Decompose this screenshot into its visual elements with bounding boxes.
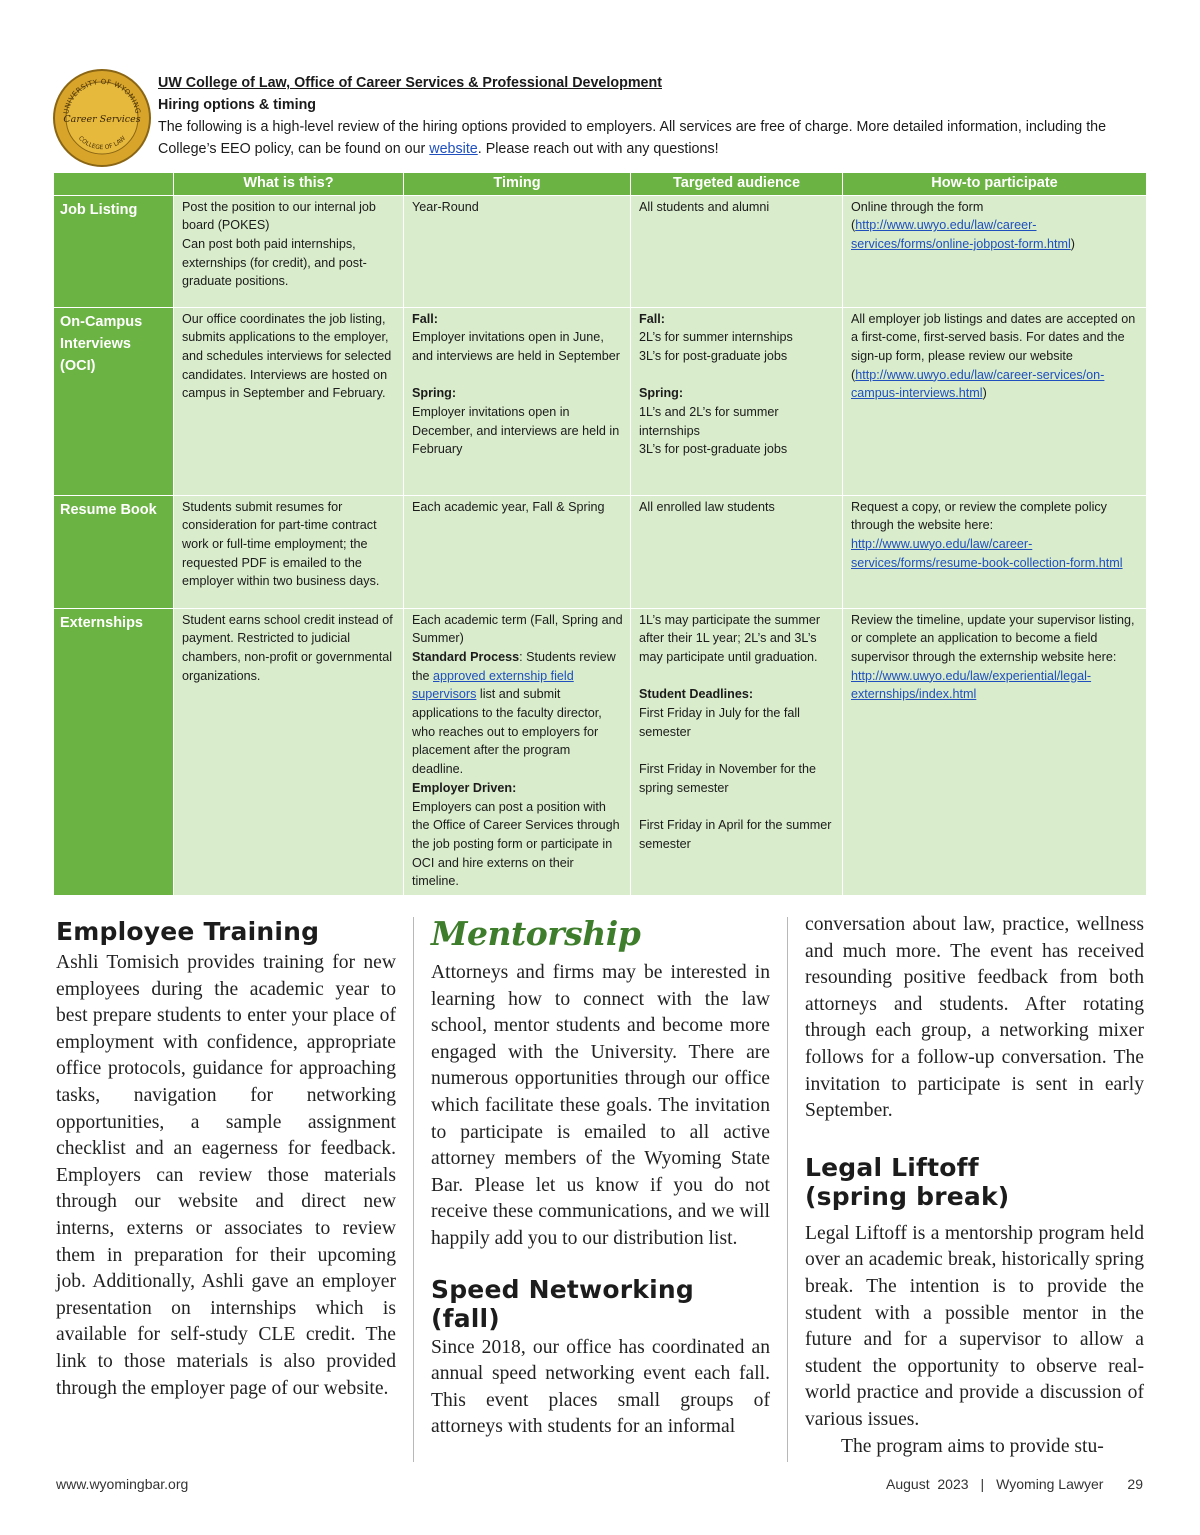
column-2 xyxy=(431,912,770,1441)
cell-oci-timing xyxy=(404,307,631,495)
document-header xyxy=(158,72,1148,160)
oci-website-link[interactable]: http://www.uwyo.edu/law/career-services/on-campus-interviews.html xyxy=(851,367,1105,401)
table-row-job-listing xyxy=(54,195,1147,307)
column-header-timing: Timing xyxy=(404,173,631,195)
oci-timing-spring: Employer invitations open in December, and interviews are held in February xyxy=(412,405,620,457)
footer-website: www.wyomingbar.org xyxy=(56,1476,189,1492)
ext-deadline-spring: First Friday in November for the spring semester xyxy=(639,762,817,795)
row-header-externships: Externships xyxy=(54,608,174,895)
ext-deadlines-label: Student Deadlines: xyxy=(639,687,754,702)
cell-oci-what: Our office coordinates the job listing, submits applications to the employer, and schedules interviews for selected candidates. Interviews are hosted on campus in September and February. xyxy=(174,307,404,495)
ext-employer-text: Employers can post a position with the Office of Career Services through the job posting form or participate in OCI and hire externs on their timeline. xyxy=(412,799,620,889)
description-text: The following is a high-level review of the hiring options provided to employers. All services are free of charge. More detailed information, including the College’s EEO policy, can be found on our xyxy=(158,119,1107,157)
ext-aud-eligibility: 1L’s may participate the summer after their 1L year; 2L’s and 3L’s may participate until graduation. xyxy=(639,612,821,664)
job-what-line-2: Can post both paid internships, externships (for credit), and post-graduate positions. xyxy=(182,236,367,289)
career-services-seal-logo xyxy=(52,68,152,168)
legal-liftoff-heading-line-1: Legal Liftoff xyxy=(805,1152,979,1182)
website-link[interactable]: website xyxy=(429,141,478,157)
svg-text:COLLEGE OF LAW: COLLEGE OF LAW xyxy=(77,134,128,152)
cell-oci-audience xyxy=(631,307,843,495)
ext-standard-process xyxy=(412,648,623,779)
column-divider-2 xyxy=(787,917,788,1462)
employee-training-body: Ashli Tomisich provides training for new employees during the academic year to best prepare students to enter your place of employment with confidence, appropriate office protocols, guidance for approaching tasks, navigation for networking opportunities, a sample assignment checklist and an eagerness for feedback. Employers can review those materials through our website and direct new interns, externs or associates to review them in preparation for their upcoming job. Additionally, Ashli gave an employer presentation on internships which is available for self-study CLE credit. The link to those materials is also provided through the employer page of our website. xyxy=(56,952,396,1399)
speed-networking-body: Since 2018, our office has coordinated an annual speed networking event each fall. This event places small groups of attorneys with students for an informal xyxy=(431,1336,770,1438)
approved-supervisors-link[interactable]: approved externship field supervisors xyxy=(412,668,574,702)
ext-standard-text-b: list and submit applications to the faculty director, who reaches out to employers for placement after the program deadline. xyxy=(412,687,602,777)
column-1 xyxy=(56,912,396,1402)
cell-resume-how xyxy=(843,495,1147,608)
row-header-resume-book: Resume Book xyxy=(54,495,174,608)
cell-job-timing: Year-Round xyxy=(404,195,631,307)
job-how-text: Online through the form xyxy=(851,199,984,214)
job-form-link[interactable]: http://www.uwyo.edu/law/career-services/forms/online-jobpost-form.html xyxy=(851,218,1071,251)
employee-training-heading: Employee Training xyxy=(56,917,320,946)
column-divider-1 xyxy=(413,917,414,1462)
corner-header-cell xyxy=(54,173,174,195)
oci-aud-fall-2: 3L’s for post-graduate jobs xyxy=(639,348,788,363)
document-description xyxy=(158,116,1148,160)
ext-deadline-fall: First Friday in July for the fall semester xyxy=(639,706,800,739)
cell-ext-how xyxy=(843,608,1147,895)
footer-issue-info xyxy=(886,1476,1143,1492)
mentorship-body: Attorneys and firms may be interested in learning how to connect with the law school, mentor students and become more engaged with the University. There are numerous opportunities through our office which facilitate these goals. The invitation to participate is emailed to all active attorney members of the Wyoming State Bar. Please let us know if you do not receive these communications, and we will happily add you to our distribution list. xyxy=(431,962,770,1249)
ext-employer-label: Employer Driven: xyxy=(412,780,517,795)
ext-standard-text-a: : Students review the xyxy=(412,649,616,683)
table-header-row xyxy=(54,173,1147,195)
page-number: 29 xyxy=(1127,1476,1143,1492)
cell-ext-what: Student earns school credit instead of payment. Restricted to judicial chambers, non-profit or governmental organizations. xyxy=(174,608,404,895)
cell-resume-what: Students submit resumes for consideration for part-time contract work or full-time employment; the requested PDF is emailed to the employer within two business days. xyxy=(174,495,404,608)
speed-networking-continued: conversation about law, practice, wellness and much more. The event has received resounding positive feedback from both attorneys and students. After rotating through each group, a networking mixer follows for a follow-up conversation. The invitation to participate is sent in early September. xyxy=(805,914,1144,1122)
mentorship-heading: Mentorship xyxy=(431,914,641,953)
svg-text:UNIVERSITY OF WYOMING: UNIVERSITY OF WYOMING xyxy=(62,77,142,115)
svg-text:Career Services: Career Services xyxy=(63,114,141,125)
cell-job-audience: All students and alumni xyxy=(631,195,843,307)
hiring-options-table xyxy=(53,173,1147,895)
legal-liftoff-heading-line-2: (spring break) xyxy=(805,1181,1010,1211)
oci-aud-spring-label: Spring: xyxy=(639,386,684,401)
ext-deadline-summer: First Friday in April for the summer semester xyxy=(639,818,832,851)
table-row-externships xyxy=(54,608,1147,895)
oci-timing-fall-label: Fall: xyxy=(412,311,438,326)
table-row-resume-book xyxy=(54,495,1147,608)
cell-ext-timing xyxy=(404,608,631,895)
row-header-oci: On-Campus Interviews (OCI) xyxy=(54,307,174,495)
cell-resume-audience: All enrolled law students xyxy=(631,495,843,608)
cell-resume-timing: Each academic year, Fall & Spring xyxy=(404,495,631,608)
oci-timing-fall: Employer invitations open in June, and interviews are held in September xyxy=(412,330,620,363)
column-header-audience: Targeted audience xyxy=(631,173,843,195)
speed-networking-heading: Speed Networking (fall) xyxy=(431,1274,694,1333)
cell-ext-audience xyxy=(631,608,843,895)
ext-standard-label: Standard Process xyxy=(412,649,520,664)
legal-liftoff-body-2: The program aims to provide stu- xyxy=(841,1435,1104,1457)
footer-publication: Wyoming Lawyer xyxy=(996,1476,1104,1492)
oci-aud-fall-label: Fall: xyxy=(639,311,665,326)
footer-date: August 2023 xyxy=(886,1476,969,1492)
description-text-end: . Please reach out with any questions! xyxy=(477,141,719,157)
document-subtitle: Hiring options & timing xyxy=(158,97,317,113)
document-title: UW College of Law, Office of Career Services & Professional Development xyxy=(158,75,662,91)
legal-liftoff-heading xyxy=(805,1153,1144,1211)
row-header-job-listing: Job Listing xyxy=(54,195,174,307)
resume-book-link[interactable]: http://www.uwyo.edu/law/career-services/forms/resume-book-collection-form.html xyxy=(851,536,1123,570)
oci-aud-spring-2: 3L’s for post-graduate jobs xyxy=(639,442,788,457)
cell-oci-how: All employer job listings and dates are accepted on a first-come, first-served basis. For dates and the sign-up form, please review our website (http://www.uwyo.edu/law/career-services/on-campus-interviews.html) xyxy=(843,307,1147,495)
resume-how-text: Request a copy, or review the complete policy through the website here: xyxy=(851,499,1107,533)
table-row-oci xyxy=(54,307,1147,495)
externship-website-link[interactable]: http://www.uwyo.edu/law/experiential/legal-externships/index.html xyxy=(851,668,1092,702)
column-header-what: What is this? xyxy=(174,173,404,195)
oci-how-text: All employer job listings and dates are accepted on a first-come, first-served basis. For dates and the sign-up form, please review our website xyxy=(851,311,1136,363)
oci-timing-spring-label: Spring: xyxy=(412,386,457,401)
footer-separator: | xyxy=(980,1476,985,1492)
oci-aud-spring-1: 1L’s and 2L’s for summer internships xyxy=(639,405,779,438)
oci-aud-fall-1: 2L’s for summer internships xyxy=(639,330,793,345)
column-3 xyxy=(805,912,1144,1460)
cell-job-how: Online through the form (http://www.uwyo.edu/law/career-services/forms/online-jobpost-form.html) xyxy=(843,195,1147,307)
ext-how-text: Review the timeline, update your supervisor listing, or complete an application to become a field supervisor through the externship website here: xyxy=(851,612,1135,664)
ext-timing-term: Each academic term (Fall, Spring and Summer) xyxy=(412,612,623,646)
column-header-how: How-to participate xyxy=(843,173,1147,195)
legal-liftoff-body: Legal Liftoff is a mentorship program held over an academic break, historically spring break. The intention is to provide the student with a possible mentor in the future and for a supervisor to allow a student the opportunity to observe real-world practice and provide a discussion of various issues. xyxy=(805,1222,1144,1430)
job-what-line-1: Post the position to our internal job board (POKES) xyxy=(182,199,376,233)
cell-job-what xyxy=(174,195,404,307)
